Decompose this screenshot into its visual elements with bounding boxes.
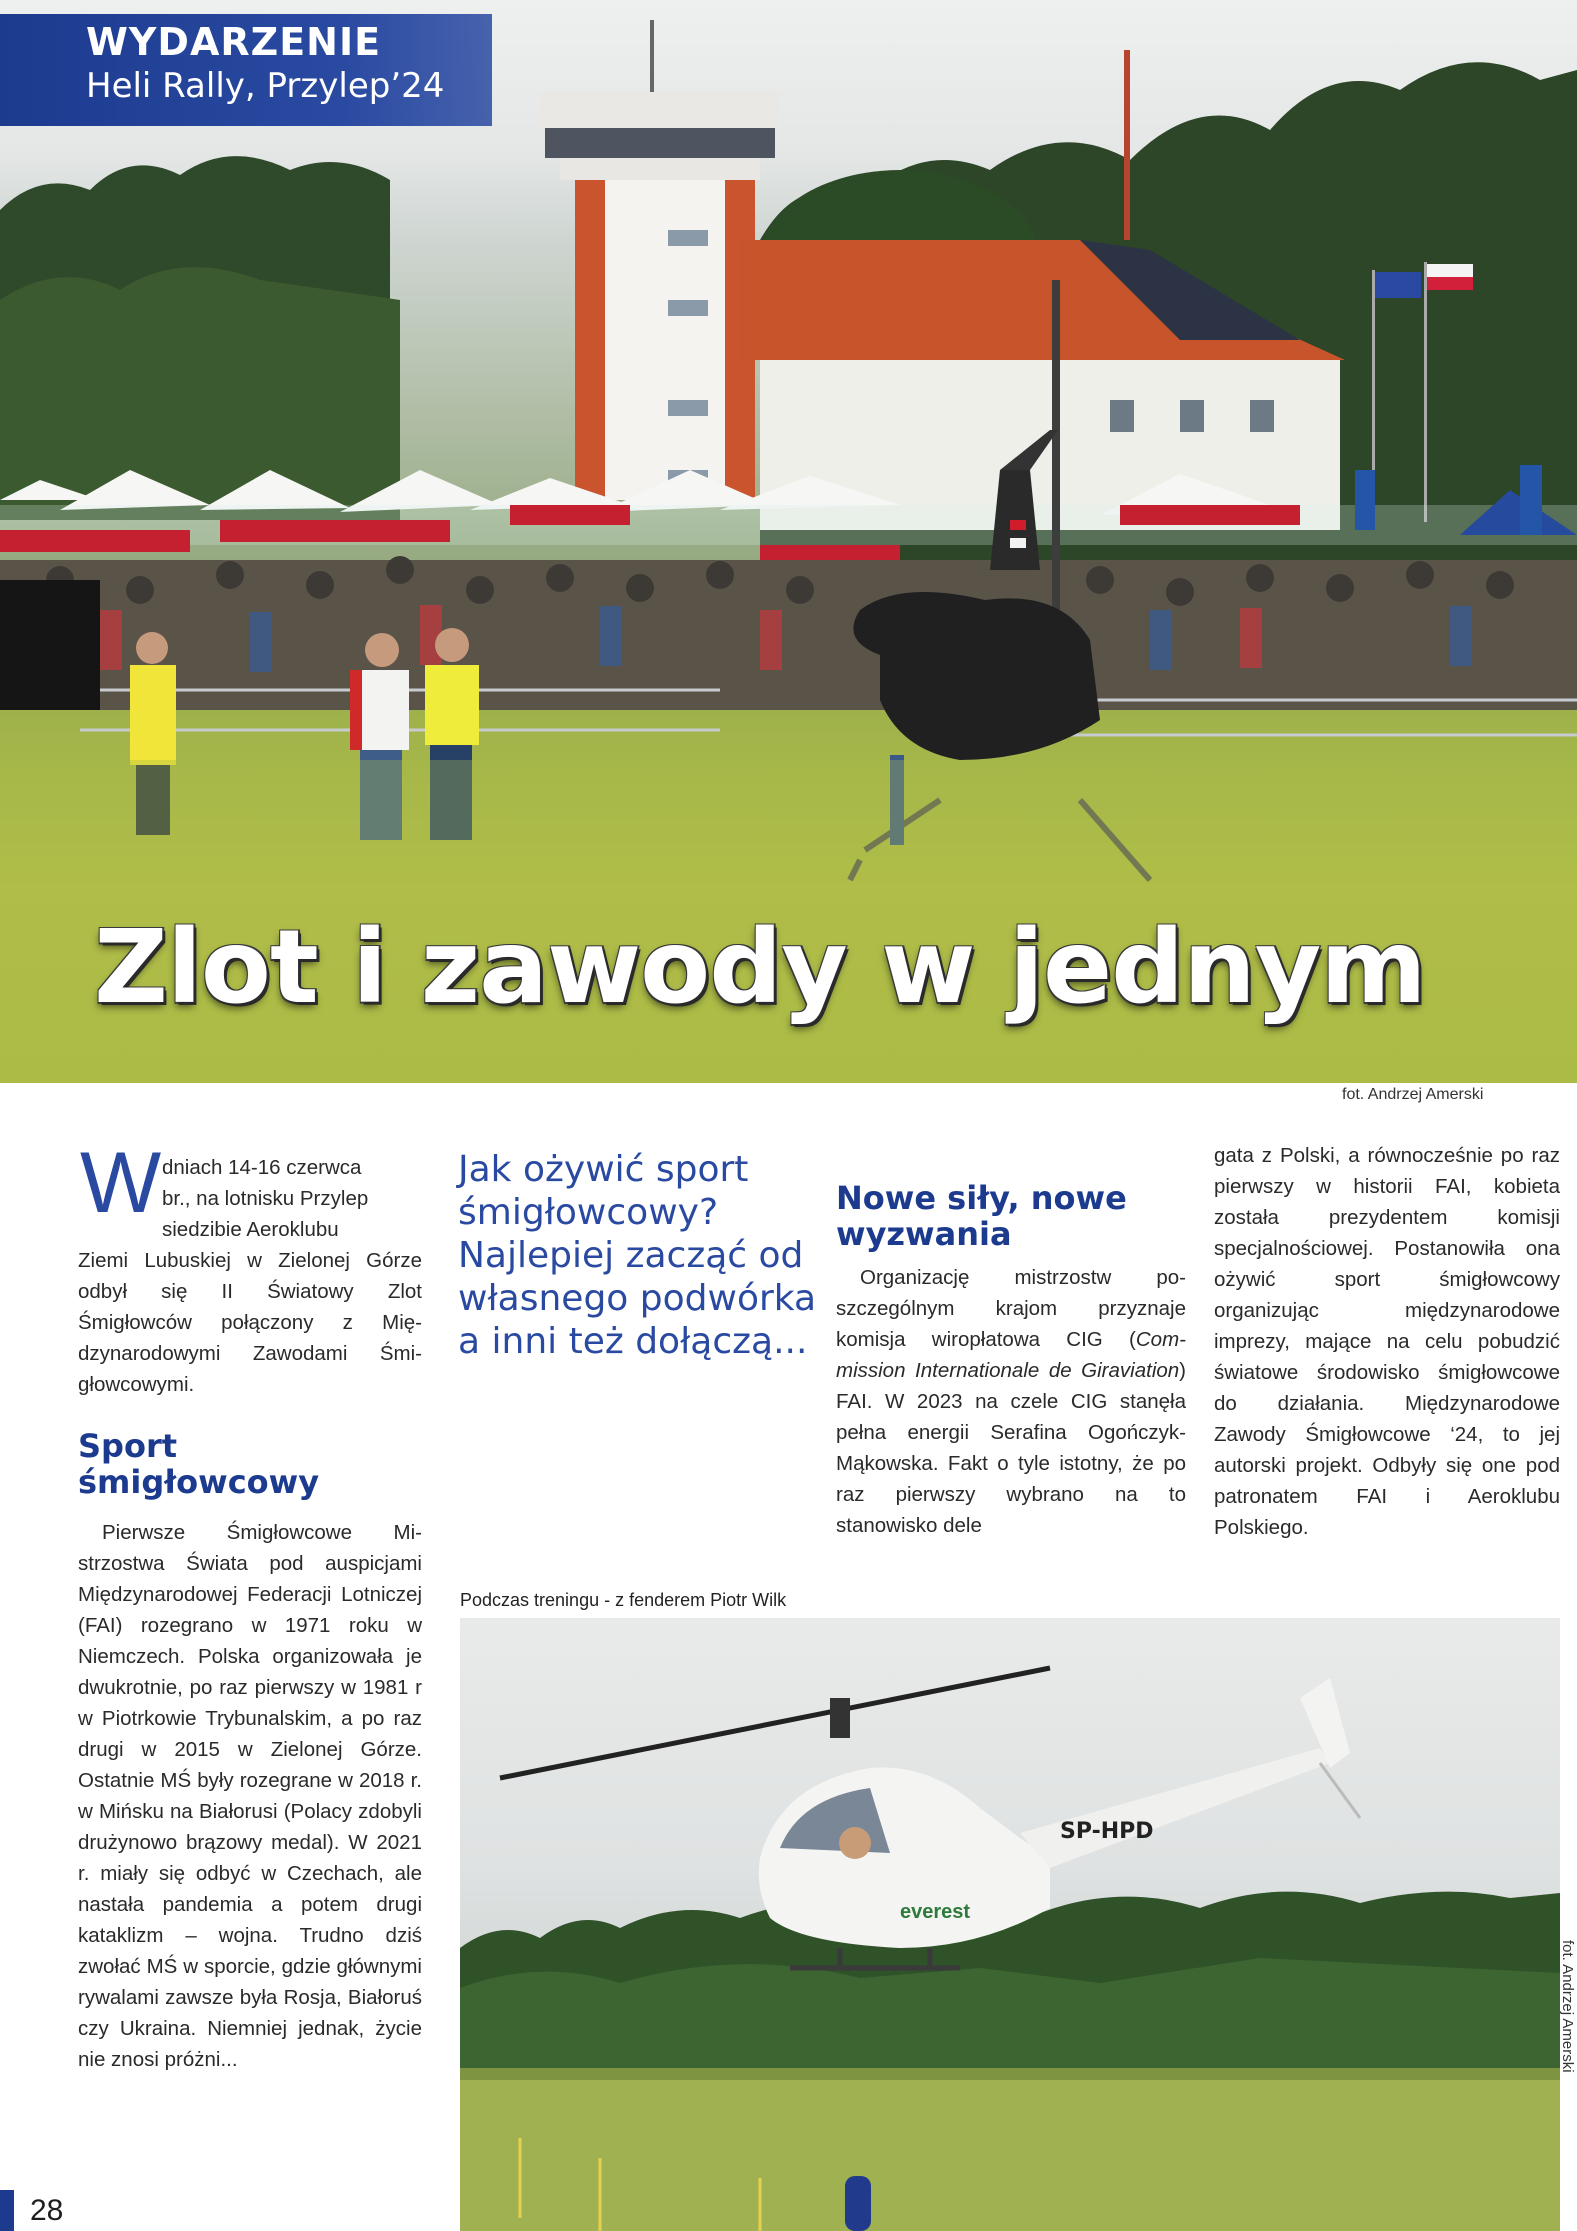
body-italic: Commission Internationale de Giraviation [836, 1328, 1186, 1382]
body-text: ) FAI. W 2023 na czele CIG stanęła pełna energii Serafina Ogończyk-Mąkowska. Fakt o tyle istotny, że po raz pierwszy wybrano na to stanowisko dele [836, 1359, 1186, 1537]
section-body [836, 1262, 1186, 1541]
section-heading: Sport śmigłowcowy [78, 1427, 320, 1501]
livery-text: everest [900, 1901, 971, 1923]
lead-text: Ziemi Lubuskiej w Zielonej Górze odbył się II Światowy Zlot Śmigłowców połączony z Międzynarodowymi Zawodami Śmigłowcowymi. [78, 1249, 422, 1396]
body-paragraph: gata z Polski, a równocześnie po raz pierwszy w historii FAI, kobieta została prezydentem komisji specjalnościowej. Postanowiła ona ożywić sport śmigłowcowy organizując międzynarodowe imprezy, mające na celu pobudzić światowe środowisko śmigłowcowe do działania. Międzynarodowe Zawody Śmigłowcowe ‘24, to jej autorski projekt. Odbyły się one pod patronatem FAI i Aeroklubu Polskiego. [1214, 1144, 1560, 1539]
photo-credit: fot. Andrzej Amerski [1342, 1086, 1484, 1103]
section-heading: Nowe siły, nowe wyzwania [836, 1179, 1127, 1253]
lead-line: siedzibie Aeroklubu [162, 1218, 339, 1241]
helicopter-photo [460, 1618, 1560, 2231]
lead-paragraph [78, 1152, 422, 1400]
registration-text: SP-HPD [1060, 1819, 1154, 1844]
drop-cap: W [80, 1135, 162, 1231]
article-headline: Zlot i zawody w jednym [94, 908, 1426, 1027]
event-subtitle: Heli Rally, Przylep’24 [86, 66, 445, 106]
body-text: Organizację mistrzostw poszczególnym krajom przyznaje komisja wiropłatowa CIG ( [836, 1266, 1186, 1351]
body-paragraph [836, 1262, 1186, 1541]
photo-caption: Podczas treningu - z fenderem Piotr Wilk [460, 1590, 787, 1610]
pull-quote: Jak ożywić sport śmigłowcowy? Najlepiej zacząć od własnego podwórka a inni też dołączą... [458, 1149, 817, 1362]
page-number: 28 [30, 2194, 64, 2227]
photo-credit: fot. Andrzej Amerski [1559, 1940, 1576, 2073]
section-kicker: WYDARZENIE [86, 20, 382, 64]
page-marker-bar [0, 2190, 14, 2231]
helicopter-illustration [460, 1618, 1560, 2231]
section-body-continued [1214, 1140, 1560, 1543]
section-body [78, 1517, 422, 2075]
hero-photo [0, 0, 1577, 1083]
body-paragraph: Pierwsze Śmigłowcowe Mistrzostwa Świata pod auspicjami Międzynarodowej Federacji Lotniczej (FAI) rozegrano w 1971 roku w Niemczech. Polska organizowała je dwukrotnie, po raz pierwszy w 1981 r w Piotrkowie Trybunalskim, a po raz drugi w 2015 w Zielonej Górze. Ostatnie MŚ były rozegrane w 2018 r. w Mińsku na Białorusi (Polacy zdobyli drużynowo brązowy medal). W 2021 r. miały się odbyć w Czechach, ale nastała pandemia a potem drugi kataklizm – wojna. Trudno dziś zwołać MŚ w sporcie, gdzie głównymi rywalami zawsze była Rosja, Białoruś czy Ukraina. Niemniej jednak, życie nie znosi próżni... [78, 1521, 422, 2071]
lead-line: dniach 14-16 czerwca [162, 1156, 362, 1179]
lead-line: br., na lotnisku Przylep [162, 1187, 369, 1210]
